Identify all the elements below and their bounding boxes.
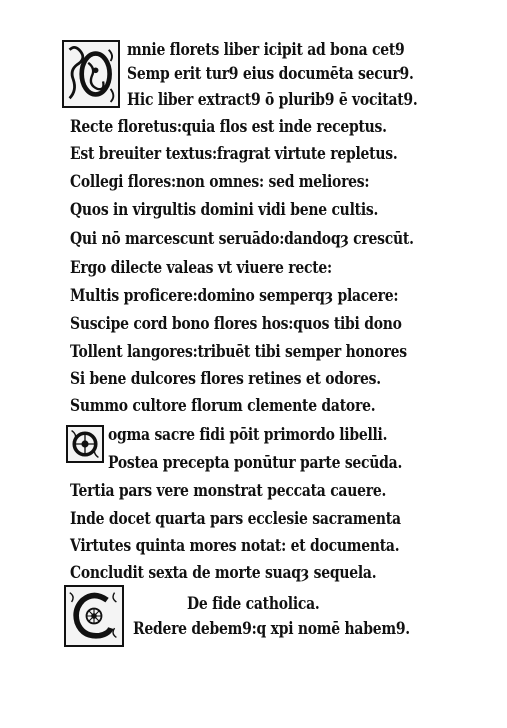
initial-o-ornament-icon — [64, 42, 118, 106]
verse-line: Postea precepta ponūtur parte secūda. — [108, 453, 403, 473]
decorated-initial-letter — [64, 585, 124, 647]
verse-line: Multis proficere:domino semperqȝ placere: — [70, 286, 399, 306]
initial-c-ornament-icon — [66, 587, 122, 645]
verse-line: ogma sacre fidi pōit primordo libelli. — [108, 425, 388, 445]
verse-line: Inde docet quarta pars ecclesie sacramenta — [70, 509, 401, 529]
verse-line: Tertia pars vere monstrat peccata cauere. — [70, 481, 387, 501]
verse-line: Qui nō marcescunt seruādo:dandoqȝ crescūt. — [70, 229, 414, 249]
decorated-initial-letter — [62, 40, 120, 108]
verse-line: Virtutes quinta mores notat: et documenta. — [70, 536, 400, 556]
verse-line: Si bene dulcores flores retines et odores. — [70, 369, 381, 389]
verse-line: Suscipe cord bono flores hos:quos tibi dono — [70, 314, 402, 334]
verse-line: Est breuiter textus:fragrat virtute repletus. — [70, 144, 398, 164]
verse-line: Ergo dilecte valeas vt viuere recte: — [70, 258, 332, 278]
verse-line: Concludit sexta de morte suaqȝ sequela. — [70, 563, 377, 583]
verse-line: Collegi flores:non omnes: sed meliores: — [70, 172, 370, 192]
verse-line: Redere debem9:q xpi nomē habem9. — [133, 619, 410, 639]
verse-line: Recte floretus:quia flos est inde receptus. — [70, 117, 387, 137]
section-heading: De fide catholica. — [187, 594, 320, 614]
initial-d-ornament-icon — [68, 427, 102, 461]
verse-line: Semp erit tur9 eius documēta secur9. — [127, 64, 414, 84]
decorated-initial-letter — [66, 425, 104, 463]
verse-line: mnie florets liber icipit ad bona cet9 — [127, 40, 405, 60]
verse-line: Hic liber extract9 ō plurib9 ē vocitat9. — [127, 90, 418, 110]
verse-line: Summo cultore florum clemente datore. — [70, 396, 376, 416]
verse-line: Quos in virgultis domini vidi bene cultis. — [70, 200, 379, 220]
verse-line: Tollent langores:tribuēt tibi semper honores — [70, 342, 407, 362]
